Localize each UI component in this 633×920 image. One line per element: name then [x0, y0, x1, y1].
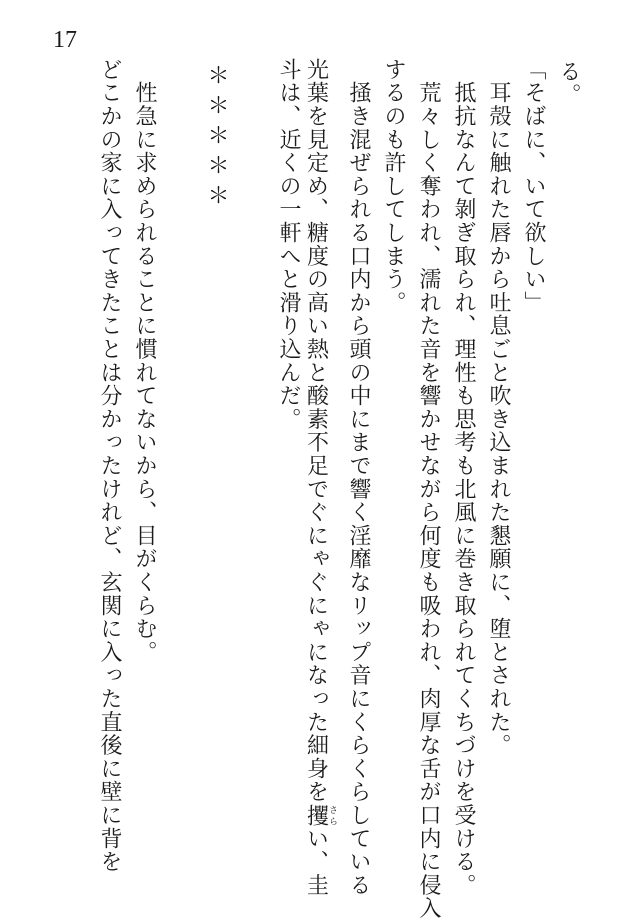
text-column-3: 耳殻に触れた唇から吐息ごと吹き込まれた懇願に、堕とされた。: [486, 58, 511, 757]
text-column-8: 光葉を見定め、糖度の高い熱と酸素不足でぐにゃぐにゃになった細身を攫さらい、圭: [303, 58, 337, 897]
text-column-10: 性急に求められることに慣れてないから、目がくらむ。: [132, 58, 157, 664]
text-column-7: 掻き混ぜられる口内から頭の中にまで響く淫靡なリップ音にくらくらしている: [346, 58, 371, 897]
scene-break: ＊＊＊＊＊: [204, 64, 229, 214]
ruby-reading: さら: [327, 803, 337, 827]
page-number: 17: [53, 27, 77, 53]
text-column-5: 荒々しく奪われ、濡れた音を響かせながら何度も吸われ、肉厚な舌が口内に侵入: [416, 58, 441, 920]
text-column-11: どこかの家に入ってきたことは分かったけれど、玄関に入った直後に壁に背を: [97, 58, 122, 874]
text-column-6: するのも許してしまう。: [381, 58, 406, 315]
ruby-base: 攫: [303, 803, 329, 827]
text-column-4: 抵抗なんて剝ぎ取られ、理性も思考も北風に巻き取られてくちづけを受ける。: [451, 58, 476, 897]
text-column-2: 「そばに、いて欲しい」: [521, 58, 546, 315]
text-column-9: 斗は、近くの一軒へと滑り込んだ。: [276, 58, 301, 431]
text-column-1: る。: [556, 60, 581, 107]
ruby-annotation: [303, 803, 337, 827]
